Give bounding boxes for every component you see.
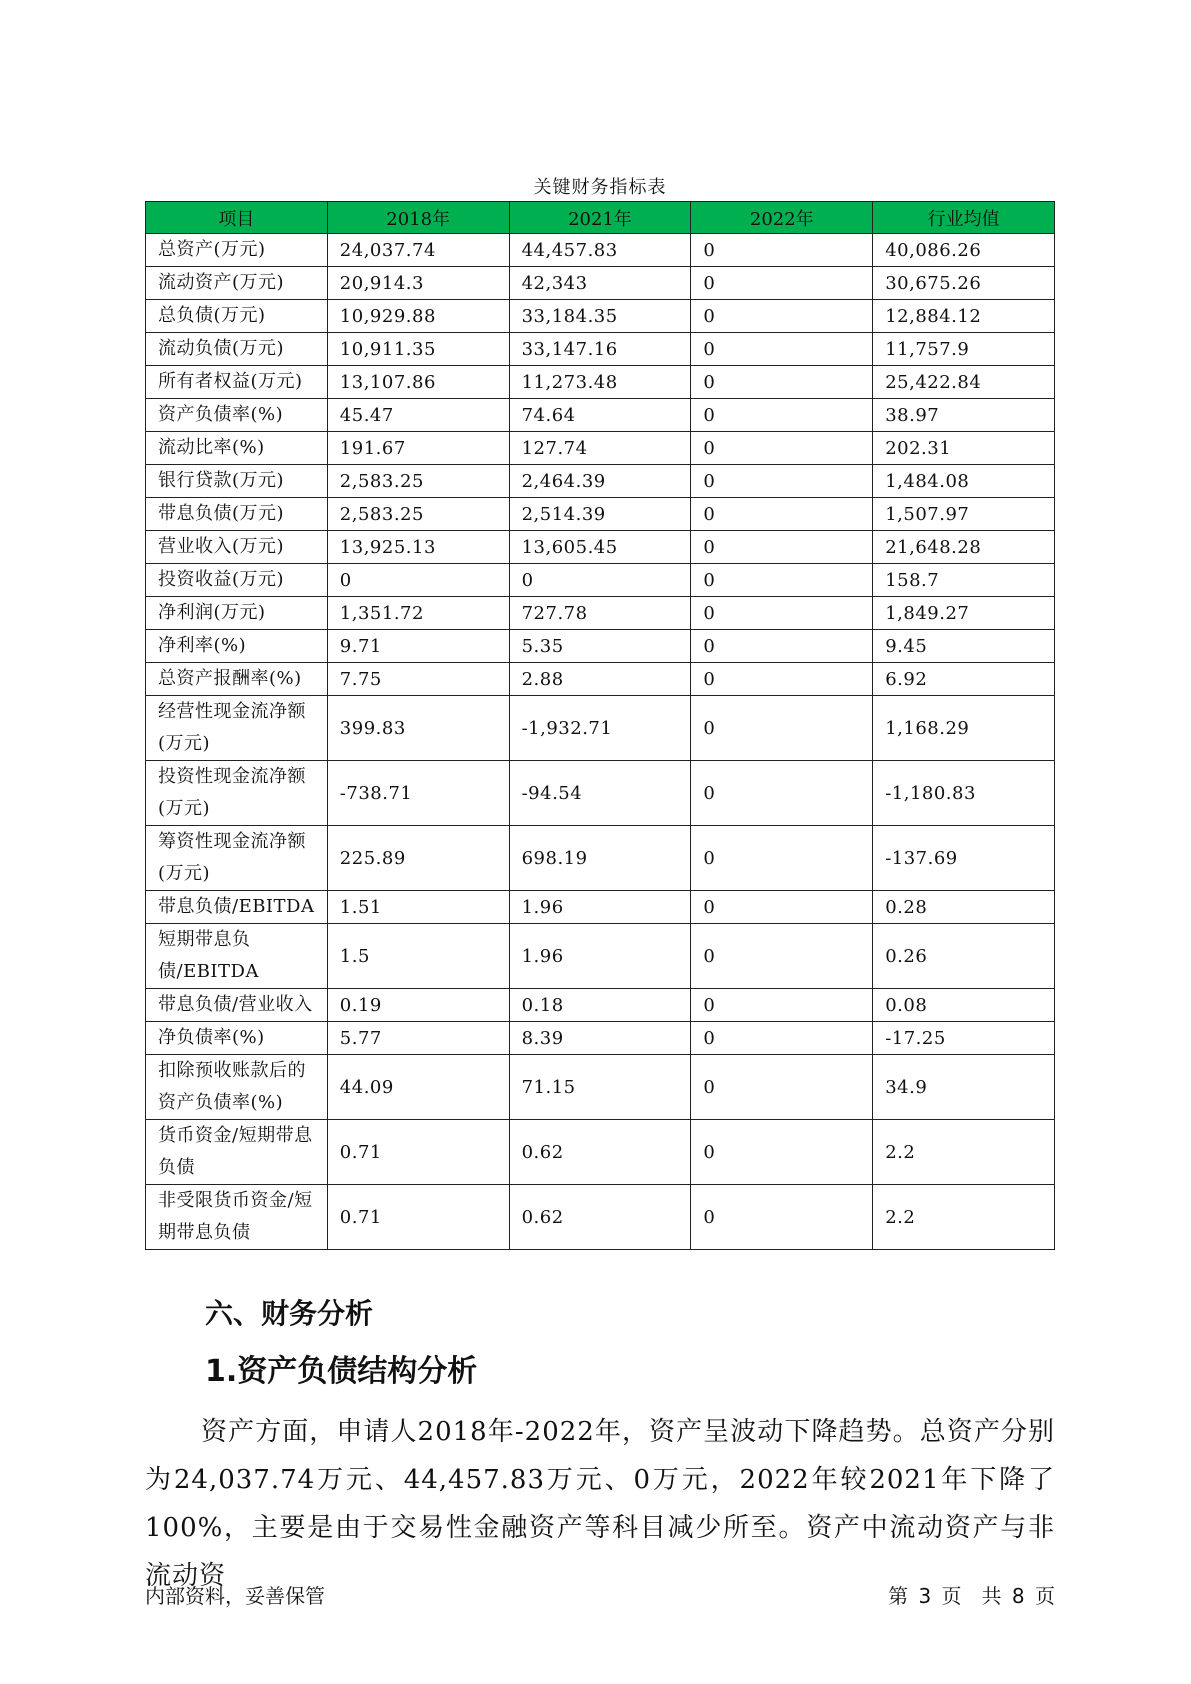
table-row <box>146 432 1055 465</box>
cell-2021: 1.96 <box>509 891 691 924</box>
cell-2018: 1.51 <box>327 891 509 924</box>
cell-2021: 42,343 <box>509 267 691 300</box>
cell-2022: 0 <box>691 1022 873 1055</box>
cell-2021: 74.64 <box>509 399 691 432</box>
cell-item: 投资收益(万元) <box>146 564 328 597</box>
table-row <box>146 1055 1055 1120</box>
cell-industry-avg: 6.92 <box>873 663 1055 696</box>
cell-2022: 0 <box>691 465 873 498</box>
cell-2018: 0.71 <box>327 1120 509 1185</box>
cell-2018: 45.47 <box>327 399 509 432</box>
cell-industry-avg: 25,422.84 <box>873 366 1055 399</box>
cell-item: 投资性现金流净额(万元) <box>146 761 328 826</box>
table-row <box>146 465 1055 498</box>
cell-2022: 0 <box>691 399 873 432</box>
cell-2022: 0 <box>691 1055 873 1120</box>
cell-2021: 1.96 <box>509 924 691 989</box>
cell-industry-avg: 9.45 <box>873 630 1055 663</box>
cell-2021: 0 <box>509 564 691 597</box>
table-row <box>146 234 1055 267</box>
table-row <box>146 597 1055 630</box>
cell-item: 流动负债(万元) <box>146 333 328 366</box>
table-row <box>146 300 1055 333</box>
cell-2018: 399.83 <box>327 696 509 761</box>
table-row <box>146 399 1055 432</box>
body-paragraph: 资产方面，申请人2018年-2022年，资产呈波动下降趋势。总资产分别为24,037.74万元、44,457.83万元、0万元，2022年较2021年下降了100%，主要是由于交易性金融资产等科目减少所至。资产中流动资产与非流动资 <box>145 1417 1055 1591</box>
cell-2022: 0 <box>691 1185 873 1250</box>
cell-2022: 0 <box>691 531 873 564</box>
cell-2022: 0 <box>691 597 873 630</box>
cell-item: 净利润(万元) <box>146 597 328 630</box>
cell-2018: 24,037.74 <box>327 234 509 267</box>
cell-industry-avg: 1,507.97 <box>873 498 1055 531</box>
cell-2022: 0 <box>691 267 873 300</box>
cell-2021: 0.62 <box>509 1185 691 1250</box>
cell-industry-avg: 34.9 <box>873 1055 1055 1120</box>
col-header-2021: 2021年 <box>509 202 691 234</box>
cell-item: 货币资金/短期带息负债 <box>146 1120 328 1185</box>
cell-item: 营业收入(万元) <box>146 531 328 564</box>
cell-2021: 5.35 <box>509 630 691 663</box>
cell-2018: 0.19 <box>327 989 509 1022</box>
cell-2021: 33,147.16 <box>509 333 691 366</box>
cell-2022: 0 <box>691 761 873 826</box>
col-header-item: 项目 <box>146 202 328 234</box>
cell-2022: 0 <box>691 663 873 696</box>
cell-2018: 44.09 <box>327 1055 509 1120</box>
cell-2021: 11,273.48 <box>509 366 691 399</box>
cell-industry-avg: -137.69 <box>873 826 1055 891</box>
cell-item: 净利率(%) <box>146 630 328 663</box>
cell-2022: 0 <box>691 234 873 267</box>
cell-2021: 727.78 <box>509 597 691 630</box>
cell-2018: 10,929.88 <box>327 300 509 333</box>
cell-industry-avg: 158.7 <box>873 564 1055 597</box>
cell-2018: 225.89 <box>327 826 509 891</box>
table-row <box>146 267 1055 300</box>
cell-2022: 0 <box>691 989 873 1022</box>
cell-2022: 0 <box>691 498 873 531</box>
cell-item: 净负债率(%) <box>146 1022 328 1055</box>
cell-2018: 191.67 <box>327 432 509 465</box>
cell-item: 带息负债(万元) <box>146 498 328 531</box>
cell-2021: -94.54 <box>509 761 691 826</box>
cell-2021: 71.15 <box>509 1055 691 1120</box>
cell-2022: 0 <box>691 333 873 366</box>
cell-2022: 0 <box>691 826 873 891</box>
table-row <box>146 826 1055 891</box>
cell-item: 带息负债/营业收入 <box>146 989 328 1022</box>
table-row <box>146 366 1055 399</box>
cell-2018: 0 <box>327 564 509 597</box>
cell-2022: 0 <box>691 1120 873 1185</box>
cell-2018: 1.5 <box>327 924 509 989</box>
cell-2018: 0.71 <box>327 1185 509 1250</box>
table-row <box>146 1120 1055 1185</box>
cell-2022: 0 <box>691 432 873 465</box>
cell-2018: 9.71 <box>327 630 509 663</box>
cell-2018: 2,583.25 <box>327 498 509 531</box>
footer-page-number: 第 3 页 共 8 页 <box>888 1584 1055 1608</box>
cell-industry-avg: 0.08 <box>873 989 1055 1022</box>
cell-industry-avg: 1,168.29 <box>873 696 1055 761</box>
cell-item: 经营性现金流净额(万元) <box>146 696 328 761</box>
table-row <box>146 696 1055 761</box>
cell-2021: 0.18 <box>509 989 691 1022</box>
cell-2018: -738.71 <box>327 761 509 826</box>
cell-industry-avg: -17.25 <box>873 1022 1055 1055</box>
cell-2021: 127.74 <box>509 432 691 465</box>
cell-2022: 0 <box>691 696 873 761</box>
cell-industry-avg: 1,484.08 <box>873 465 1055 498</box>
cell-industry-avg: -1,180.83 <box>873 761 1055 826</box>
cell-item: 流动比率(%) <box>146 432 328 465</box>
cell-industry-avg: 0.26 <box>873 924 1055 989</box>
cell-item: 非受限货币资金/短期带息负债 <box>146 1185 328 1250</box>
cell-2018: 13,925.13 <box>327 531 509 564</box>
cell-2018: 5.77 <box>327 1022 509 1055</box>
col-header-industry-avg: 行业均值 <box>873 202 1055 234</box>
cell-industry-avg: 30,675.26 <box>873 267 1055 300</box>
cell-industry-avg: 2.2 <box>873 1185 1055 1250</box>
cell-2021: 0.62 <box>509 1120 691 1185</box>
cell-item: 资产负债率(%) <box>146 399 328 432</box>
cell-2021: 2.88 <box>509 663 691 696</box>
cell-item: 总资产(万元) <box>146 234 328 267</box>
cell-item: 短期带息负债/EBITDA <box>146 924 328 989</box>
table-row <box>146 1185 1055 1250</box>
table-row <box>146 1022 1055 1055</box>
table-row <box>146 564 1055 597</box>
table-row <box>146 891 1055 924</box>
table-row <box>146 761 1055 826</box>
cell-2022: 0 <box>691 630 873 663</box>
table-row <box>146 498 1055 531</box>
cell-2022: 0 <box>691 564 873 597</box>
table-row <box>146 989 1055 1022</box>
cell-2018: 20,914.3 <box>327 267 509 300</box>
cell-item: 筹资性现金流净额(万元) <box>146 826 328 891</box>
cell-2022: 0 <box>691 366 873 399</box>
cell-2018: 1,351.72 <box>327 597 509 630</box>
cell-2018: 7.75 <box>327 663 509 696</box>
cell-2021: 2,464.39 <box>509 465 691 498</box>
section-heading: 六、财务分析 <box>205 1297 374 1330</box>
cell-industry-avg: 12,884.12 <box>873 300 1055 333</box>
cell-industry-avg: 0.28 <box>873 891 1055 924</box>
cell-2022: 0 <box>691 924 873 989</box>
cell-item: 银行贷款(万元) <box>146 465 328 498</box>
cell-item: 带息负债/EBITDA <box>146 891 328 924</box>
footer-confidential-note: 内部资料，妥善保管 <box>145 1584 325 1608</box>
cell-2018: 2,583.25 <box>327 465 509 498</box>
cell-item: 总负债(万元) <box>146 300 328 333</box>
cell-industry-avg: 40,086.26 <box>873 234 1055 267</box>
cell-2021: 698.19 <box>509 826 691 891</box>
financial-indicators-table <box>145 201 1055 1250</box>
cell-industry-avg: 21,648.28 <box>873 531 1055 564</box>
cell-item: 所有者权益(万元) <box>146 366 328 399</box>
cell-item: 总资产报酬率(%) <box>146 663 328 696</box>
cell-industry-avg: 38.97 <box>873 399 1055 432</box>
table-header-row <box>146 202 1055 234</box>
col-header-2018: 2018年 <box>327 202 509 234</box>
cell-industry-avg: 2.2 <box>873 1120 1055 1185</box>
cell-item: 扣除预收账款后的资产负债率(%) <box>146 1055 328 1120</box>
cell-2021: -1,932.71 <box>509 696 691 761</box>
table-row <box>146 630 1055 663</box>
cell-item: 流动资产(万元) <box>146 267 328 300</box>
cell-2022: 0 <box>691 891 873 924</box>
table-row <box>146 663 1055 696</box>
cell-industry-avg: 1,849.27 <box>873 597 1055 630</box>
cell-2021: 13,605.45 <box>509 531 691 564</box>
cell-2022: 0 <box>691 300 873 333</box>
col-header-2022: 2022年 <box>691 202 873 234</box>
cell-2021: 8.39 <box>509 1022 691 1055</box>
cell-2021: 44,457.83 <box>509 234 691 267</box>
cell-2021: 2,514.39 <box>509 498 691 531</box>
cell-2018: 13,107.86 <box>327 366 509 399</box>
cell-2021: 33,184.35 <box>509 300 691 333</box>
table-row <box>146 924 1055 989</box>
cell-industry-avg: 202.31 <box>873 432 1055 465</box>
cell-2018: 10,911.35 <box>327 333 509 366</box>
subsection-heading: 1.资产负债结构分析 <box>205 1354 478 1389</box>
table-row <box>146 333 1055 366</box>
cell-industry-avg: 11,757.9 <box>873 333 1055 366</box>
table-caption: 关键财务指标表 <box>533 177 667 198</box>
table-row <box>146 531 1055 564</box>
